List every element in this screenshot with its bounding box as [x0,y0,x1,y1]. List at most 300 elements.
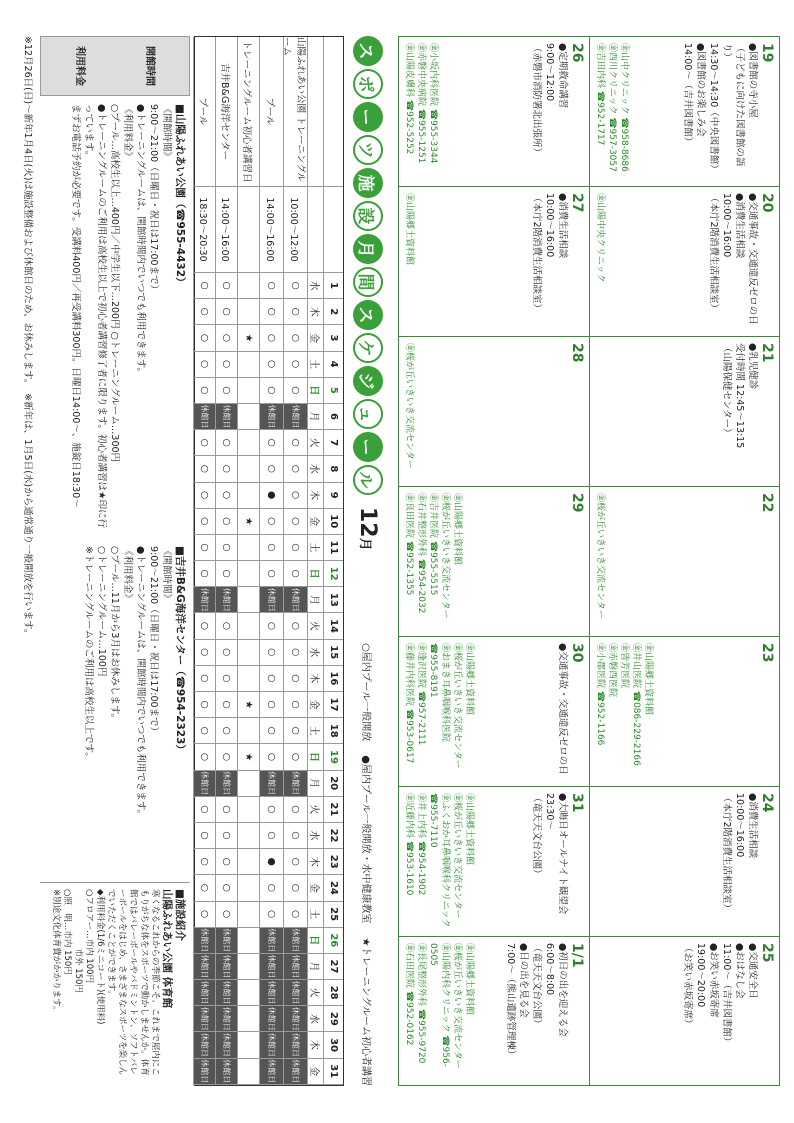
day-cell: ○ [283,430,307,456]
info-line: 《利用料金》 [122,546,133,604]
day-cell: ○ [259,299,283,325]
day-cell: 休館日 [215,954,237,980]
day-cell: 火 [307,980,323,1006]
calendar-day [590,937,779,1087]
event-line: ●交通事故・交通違反ゼロの日 [557,643,568,775]
day-cell [237,535,259,561]
day-cell: ○ [259,273,283,299]
day-cell: 休館日 [283,587,307,613]
day-number: 28 [569,343,585,363]
day-cell: ○ [215,352,237,378]
event-line: 10:00～16:00 [734,793,745,858]
event-calendar [398,36,780,1086]
day-cell: 金 [307,1059,323,1085]
clinic-entry: ☎955-7110 [428,793,438,848]
event-line: ●おはなし会 [734,943,745,999]
row-label: トレーニングルーム初心者講習日 [237,37,259,187]
schedule-row [307,37,323,1085]
event-line: ●定期救命講習 [557,43,568,109]
event-line: ●図書館の寺小屋 [747,43,758,118]
info-yoshii-bg [40,540,190,880]
clinic-entry: ☎955-8191 [428,643,438,698]
day-number: 26 [569,43,585,63]
clinic-list [403,943,475,1083]
event-line: ●消費生活相談 [734,193,745,259]
day-cell: 月 [307,771,323,797]
clinic-entry: ㊎山中クリニック ☎958-8686 [619,43,629,172]
box2-lines [82,546,173,874]
info-line: 《利用料金》 [122,104,133,162]
day-cell: ● [259,483,283,509]
clinic-entry: ㊎山陽郷土資料館 [452,493,462,566]
clinic-list [403,343,415,482]
day-cell [237,666,259,692]
day-cell: 19 [323,744,343,770]
title-char: ツ [353,135,383,165]
clinic-entry: ㊎逢沢医院 ☎957-2111 [416,643,426,746]
day-cell: ○ [259,666,283,692]
clinic-entry: ㊎山陽内科クリニック ☎956-0505 [428,943,450,1067]
day-cell [237,902,259,928]
day-cell: 休館日 [193,1059,215,1085]
day-cell [237,1059,259,1085]
day-cell: 休館日 [215,980,237,1006]
day-cell: ○ [259,823,283,849]
box3-title: ■施設紹介 [174,889,186,941]
clinic-list [403,193,415,332]
day-cell: ○ [193,325,215,351]
day-cell: 休館日 [259,954,283,980]
title-characters [353,36,383,495]
day-cell: ○ [259,456,283,482]
day-cell: ○ [259,378,283,404]
info-line: ◆利用料金(1/6ミニコート)(使用料) [95,889,105,1025]
event-line: （竜天天文台公園） [531,793,542,879]
schedule-row [283,37,307,1085]
day-number: 24 [759,793,775,813]
day-cell: 休館日 [193,1006,215,1032]
day-cell: 休館日 [259,587,283,613]
info-labels [40,36,190,96]
title-char: 施 [353,168,383,198]
clinic-entry: ㊎山陽郷土資料館 [464,793,474,866]
day-cell: 休館日 [193,928,215,954]
day-cell [237,378,259,404]
day-cell: ○ [193,666,215,692]
month-unit: 月 [357,537,373,551]
day-cell: 21 [323,797,343,823]
title-char: 月 [353,234,383,264]
day-cell: ○ [283,640,307,666]
day-cell: ○ [259,535,283,561]
clinic-entry: ㊎井上内科 ☎954-1902 [416,793,426,896]
day-cell: ○ [193,273,215,299]
day-cell: 休館日 [259,1006,283,1032]
day-cell: ○ [283,666,307,692]
info-line: ※トレーニングルームのご利用は高校生以上です。 [83,546,94,762]
title-char: ル [353,465,383,495]
day-cell: ○ [193,509,215,535]
event-line: （山陽保健センター） [721,343,732,438]
clinic-entry: ㊎桜が丘いきいき交流センター [404,343,414,469]
day-cell [237,561,259,587]
calendar-day [399,787,589,937]
box1-lines [69,104,173,532]
clinic-entry: ㊎小坂内科医院 ☎955-3344 [428,43,438,164]
day-cell: ○ [283,299,307,325]
event-line: （子どもに向けた図書館の語り） [721,43,745,167]
day-cell: 休館日 [259,771,283,797]
day-cell: 7 [323,430,343,456]
info-line: ○プール…高校生以上…400円／中学生以下…200円 ○トレーニングルーム…300円 [109,104,120,463]
day-cell: ○ [193,561,215,587]
day-cell: 休館日 [215,587,237,613]
title-char: ジ [353,366,383,396]
label-fee: 利用料金 [74,46,85,86]
day-cell: ○ [283,456,307,482]
event-line: （本庁2階消費生活相談室） [708,193,719,314]
day-cell: ○ [283,718,307,744]
clinic-entry: ㊎桜が丘いきいき交流センター [452,793,462,919]
clinic-list [403,793,475,932]
clinic-entry: ㊎吉井医院 ☎955-5515 [428,493,438,596]
calendar-day [590,187,779,337]
day-cell: 木 [307,483,323,509]
day-cell: ○ [215,613,237,639]
day-cell: 火 [307,430,323,456]
clinic-entry: ㊎桜が丘いきいき交流センター [452,943,462,1069]
day-cell: ○ [215,535,237,561]
day-cell: 1 [323,273,343,299]
day-cell: 14 [323,613,343,639]
title-char: ス [353,300,383,330]
day-cell: ○ [215,640,237,666]
day-cell [237,771,259,797]
day-cell: 日 [307,928,323,954]
day-cell: 17 [323,692,343,718]
day-cell: ○ [215,902,237,928]
day-cell [237,797,259,823]
day-cell: 3 [323,325,343,351]
event-line: 受付時間 12:45～13:15 [734,343,745,449]
day-cell: 休館日 [283,1059,307,1085]
clinic-entry: ㊎良田医院 ☎952-1355 [404,493,414,596]
box3-lines [50,889,160,1080]
event-line: ●初日の出を迎える会 [557,943,568,1037]
info-line: 9:00～21:00（日曜日・祝日は17:00まで） [148,546,159,737]
day-cell: ○ [193,430,215,456]
event-line: （竜天天文台公園） [531,943,542,1029]
day-cell: 22 [323,823,343,849]
day-cell [237,1006,259,1032]
title-char: ス [353,36,383,66]
day-cell: ○ [215,325,237,351]
day-cell: ○ [259,430,283,456]
day-cell: ○ [259,509,283,535]
event-line: （本庁2階消費生活相談室） [531,193,542,314]
day-cell: 水 [307,273,323,299]
event-line: 23:30～ [544,793,555,830]
event-line: （赤磐市消防署北出張所） [531,43,542,158]
day-cell: ○ [215,483,237,509]
day-cell [237,849,259,875]
day-number: 23 [759,643,775,663]
day-cell: 27 [323,954,343,980]
calendar-week-2 [399,37,589,1085]
event-line: ●消費生活相談 [747,793,758,859]
day-cell: ○ [215,718,237,744]
day-cell: ○ [193,823,215,849]
clinic-list [403,43,439,182]
day-cell: 休館日 [283,1032,307,1058]
event-line: 14:30～14:30（中央図書館） [708,43,719,174]
day-cell: 5 [323,378,343,404]
day-cell: ○ [283,692,307,718]
day-cell [237,273,259,299]
event-line: （お笑い赤坂寄席） [682,943,693,1029]
label-hours: 開館時間 [144,46,155,86]
event-line: ●図書館のお楽しみ会 [695,43,706,137]
day-cell: ○ [193,299,215,325]
info-line: ●トレーニングルームのご利用は高校生以上で初心者講習修了者に限ります。初心者講習は★印に行っています。 [83,104,107,529]
clinic-entry: ㊎小郡医院 ☎952-1166 [595,643,605,746]
day-cell: ★ [237,509,259,535]
day-cell: ○ [259,352,283,378]
event-line: 6:00～8:00 [544,943,555,996]
clinic-entry: ㊎桜が丘いきいき交流センター [595,493,605,619]
title-char: ー [353,102,383,132]
day-cell: ● [259,849,283,875]
row-time [307,187,323,273]
day-cell: ○ [215,430,237,456]
clinic-entry: ㊎山陽郷土資料館 [643,643,653,716]
day-cell: 木 [307,666,323,692]
day-cell: 休館日 [283,980,307,1006]
calendar-day [590,787,779,937]
clinic-entry: ㊎おまき耳鼻咽喉科医院 [440,643,450,743]
event-line: 19:00～20:00 [695,943,706,1008]
info-line: 市外 150円 [73,889,83,993]
day-cell: ○ [193,378,215,404]
day-cell: ★ [237,325,259,351]
day-cell: 土 [307,535,323,561]
clinic-entry: ㊎山陽郷土資料館 [464,643,474,716]
event-line: 10:00～16:00 [721,193,732,258]
row-label: プール [193,37,215,187]
day-cell: 25 [323,902,343,928]
clinic-entry: ㊎皆芳医院 [619,643,629,689]
day-cell: 日 [307,561,323,587]
clinic-entry: ㊎赤磐西医院 [607,643,617,698]
calendar-day [590,637,779,787]
event-line: ●お笑い赤坂寄席 [708,943,719,1018]
schedule-title [346,36,390,1086]
day-cell: 6 [323,404,343,430]
day-number: 27 [569,193,585,213]
event-line: ●交通安全日 [747,943,758,999]
event-line: 9:00～12:00 [544,43,555,102]
day-cell: 休館日 [283,771,307,797]
legend-item: ●屋内プール一般開放・水中健康教室 [360,755,372,924]
day-number: 1/1 [569,943,585,968]
day-cell: 金 [307,325,323,351]
day-cell: 8 [323,456,343,482]
day-cell: ○ [283,352,307,378]
day-cell: 休館日 [283,404,307,430]
day-cell: 休館日 [283,954,307,980]
day-cell: 休館日 [215,1059,237,1085]
clinic-entry: ㊎赤磐中央病院 ☎955-1251 [416,43,426,164]
title-char: 設 [353,201,383,231]
clinic-entry: ㊎山陽中央クリニック [595,193,605,283]
day-cell: 日 [307,744,323,770]
day-cell: 火 [307,613,323,639]
day-cell: ○ [283,902,307,928]
day-cell: ○ [259,718,283,744]
calendar-day [399,37,589,187]
day-cell: 水 [307,640,323,666]
clinic-entry: ㊎石井整形外科 ☎954-2032 [416,493,426,614]
info-line: 9:00～21:00（日曜日・祝日は17:00まで） [148,104,159,295]
event-line: ●交通事故・交通違反ゼロの日 [747,193,758,325]
day-cell: 土 [307,718,323,744]
day-cell: 木 [307,299,323,325]
day-cell: ○ [193,692,215,718]
legend [361,643,376,1086]
clinic-list [594,643,654,782]
day-cell: ○ [259,561,283,587]
day-number: 30 [569,643,585,663]
clinic-entry: ㊎長尾整形外科 ☎955-9720 [416,943,426,1064]
event-line: ●消費生活相談 [557,193,568,259]
day-cell: 11 [323,535,343,561]
day-cell: 16 [323,666,343,692]
day-cell: ★ [237,692,259,718]
row-time: 18:30～20:30 [193,187,215,273]
clinic-entry: ㊎井山医院 ☎086-229-2166 [631,643,641,766]
day-cell: ○ [215,875,237,901]
day-cell [237,823,259,849]
clinic-list [594,493,606,632]
row-time: 14:00～16:00 [215,187,237,273]
day-cell: ○ [215,378,237,404]
clinic-list [403,493,463,632]
info-line: 寒くなるこれからの季節こそ、これまで屋内にこもりがちな体をスポーツで動かしませんか。体育館ではバレーボールやバドミントン、ソフトバレーボールをはじめ、さまざまなスポーツを楽しんでいただくことができます。 [106,889,160,1076]
day-cell [237,613,259,639]
row-label: 吉井B&G海洋センター [215,37,237,187]
day-cell: ○ [283,325,307,351]
day-cell: ○ [259,640,283,666]
clinic-entry: ㊎山陽郷土資料館 [464,943,474,1016]
day-number: 22 [759,493,775,513]
row-time: 14:00～16:00 [259,187,283,273]
day-number: 29 [569,493,585,513]
title-char: ー [353,432,383,462]
day-cell: 4 [323,352,343,378]
title-char: ケ [353,333,383,363]
day-cell: ○ [283,483,307,509]
day-cell [237,640,259,666]
calendar-day [399,637,589,787]
day-cell [237,299,259,325]
day-cell [237,587,259,613]
day-cell: ○ [215,561,237,587]
day-cell: 28 [323,980,343,1006]
day-cell: 休館日 [259,928,283,954]
clinic-entry: ㊎西川クリニック ☎957-3057 [607,43,617,172]
day-cell: 休館日 [193,954,215,980]
calendar-day [590,337,779,487]
row-time [237,187,259,273]
event-line: 14:00～（吉井図書館） [682,43,693,147]
day-cell: ○ [259,902,283,928]
box2-title: ■吉井B&G海洋センター（☎954-2323） [174,546,186,755]
day-cell: 水 [307,823,323,849]
day-cell: 土 [307,902,323,928]
day-cell: 休館日 [193,771,215,797]
day-number: 31 [569,793,585,813]
day-cell: 13 [323,587,343,613]
facility-schedule-table [194,36,344,1086]
day-cell: ○ [283,849,307,875]
schedule-row [237,37,259,1085]
clinic-entry: ㊎吉田内科 ☎952-1717 [595,43,605,146]
day-cell: ○ [193,456,215,482]
event-line: ●乳児健診 [747,343,758,390]
day-cell: ○ [193,535,215,561]
day-cell: ○ [283,797,307,823]
schedule-row [193,37,215,1085]
legend-item: ○屋内プール一般開放 [360,643,372,742]
box3-subtitle: 山陽ふれあい公園 体育館 [161,889,173,1009]
day-cell [237,483,259,509]
day-cell: ○ [259,613,283,639]
info-line: まずお電話予約が必要です。受講料400円／再受講料300円。日曜日14:00～、施錠日18:30～ [70,104,81,508]
day-cell: 休館日 [193,404,215,430]
day-cell: ○ [215,823,237,849]
info-line: 《開館時間》 [161,104,172,162]
schedule-row [259,37,283,1085]
day-cell: 休館日 [283,928,307,954]
day-cell [237,928,259,954]
facility-info [40,36,190,1086]
info-line: ○プール…11月から3月はお休みします。 [109,546,120,724]
row-label: プール [259,37,283,187]
day-cell: 火 [307,797,323,823]
row-label [323,37,343,187]
calendar-day [590,37,779,187]
info-line: ※別途文化体育費がかかります。 [51,889,61,1015]
day-cell: ○ [259,797,283,823]
day-cell: 31 [323,1059,343,1085]
day-cell: ○ [193,483,215,509]
row-time: 10:00～12:00 [283,187,307,273]
day-cell [237,954,259,980]
calendar-day [399,337,589,487]
day-cell: 休館日 [193,1032,215,1058]
day-cell: ○ [193,718,215,744]
calendar-day [590,487,779,637]
event-line: 10:00～16:00 [544,193,555,258]
day-cell: 休館日 [193,587,215,613]
event-line: ●大晦日オールナイト観望会 [557,793,568,915]
info-line: ○フロアー…市内 100円 [84,889,94,984]
day-cell: 金 [307,875,323,901]
title-char: 間 [353,267,383,297]
box1-title: ■山陽ふれあい公園（☎955-4432） [174,104,186,288]
day-cell: ★ [237,744,259,770]
day-cell: ○ [283,561,307,587]
